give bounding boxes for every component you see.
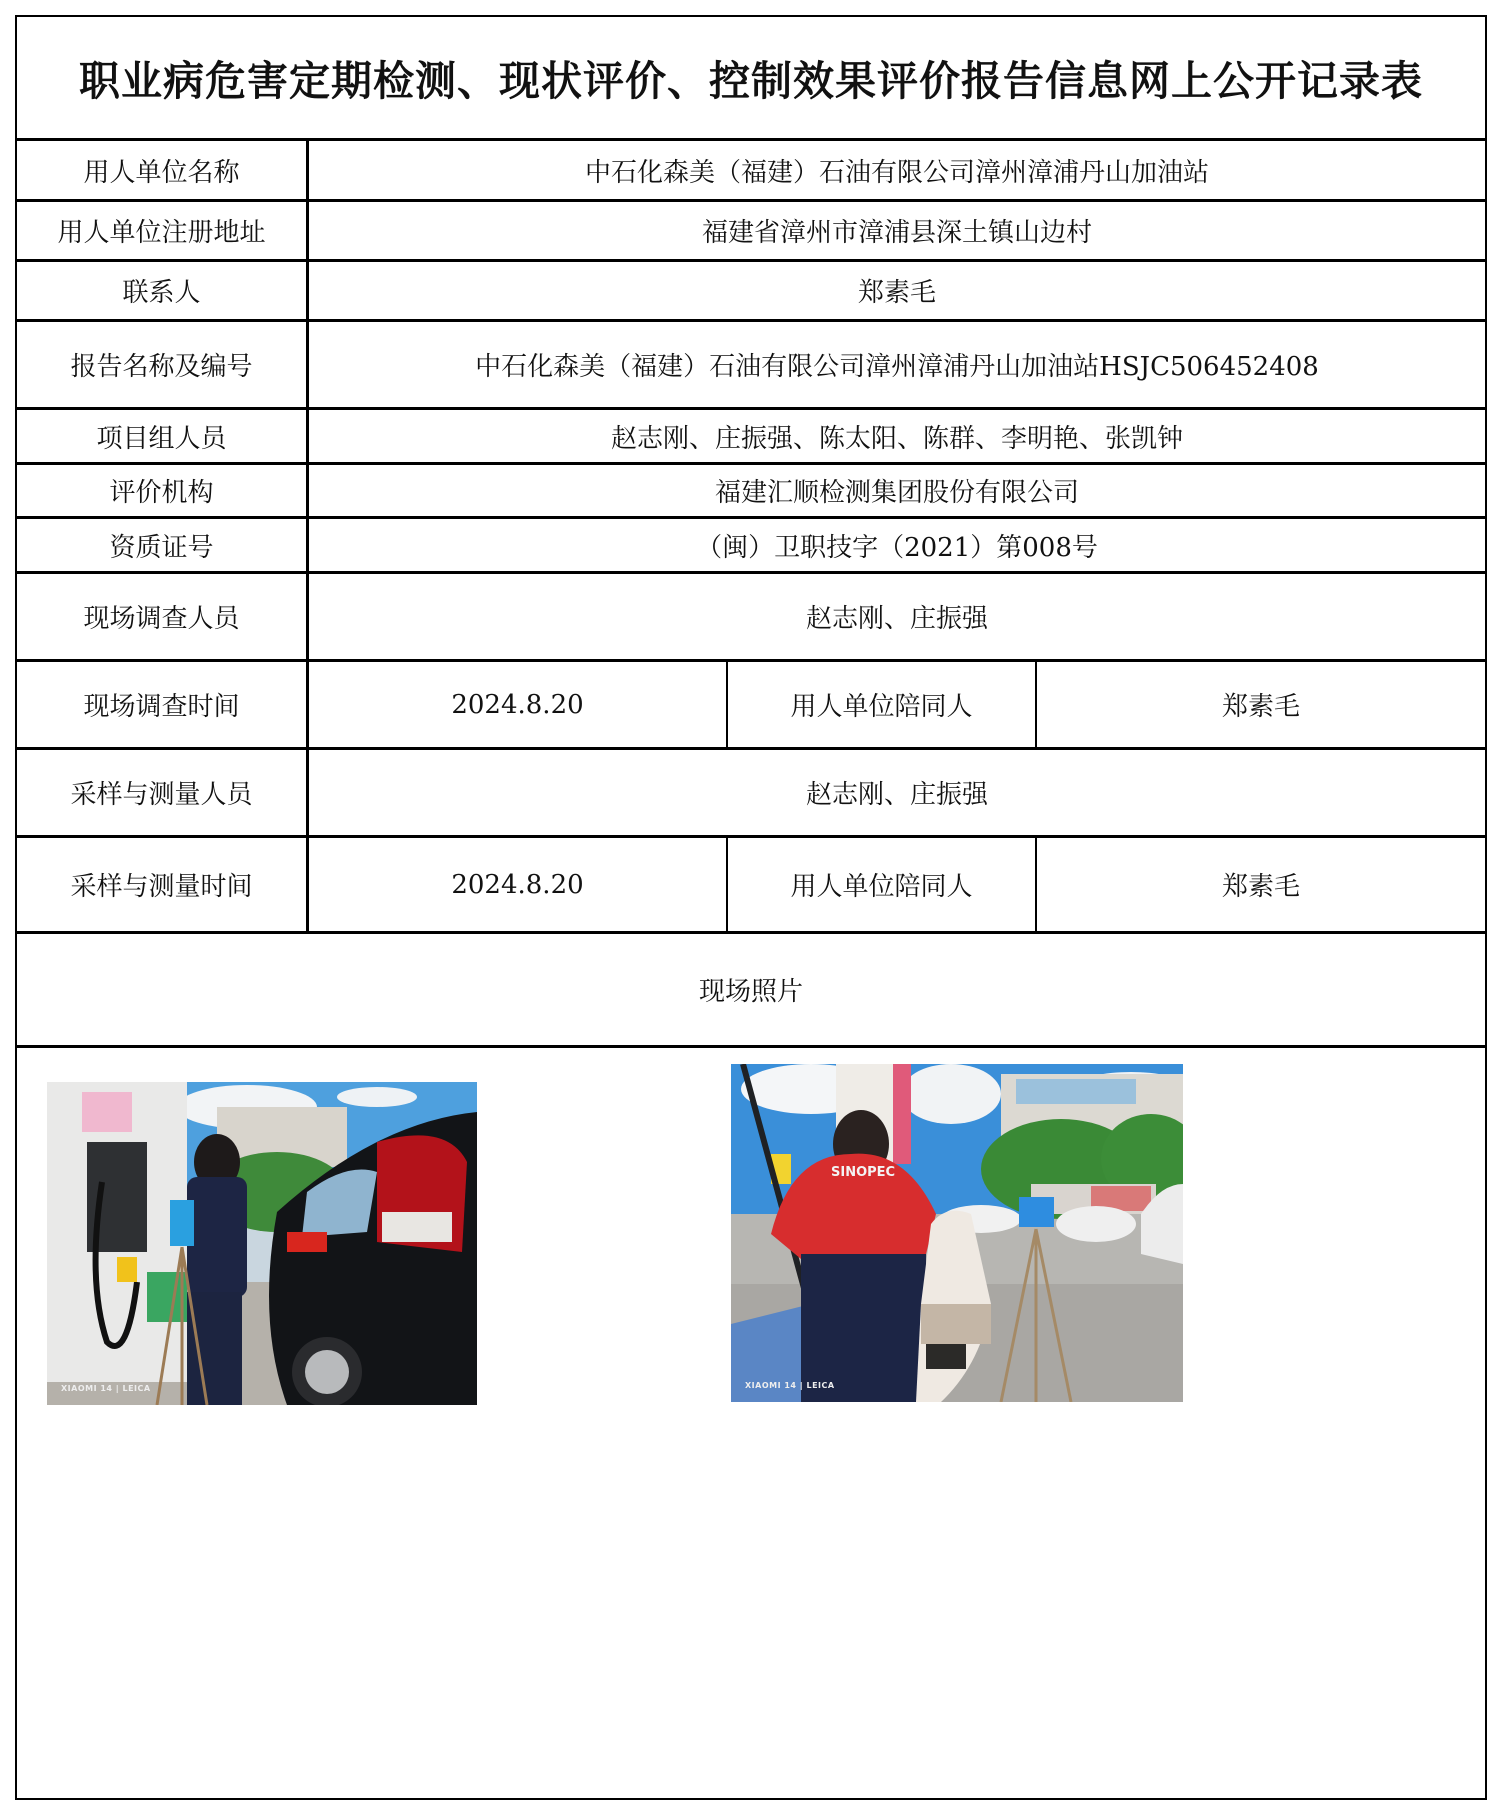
page-title: 职业病危害定期检测、现状评价、控制效果评价报告信息网上公开记录表: [17, 17, 1485, 141]
contact-label: 联系人: [17, 262, 309, 319]
evaluation-org-value: 福建汇顺检测集团股份有限公司: [714, 478, 1079, 508]
site-photo-refueling-scooter: [731, 1064, 1183, 1402]
photo-1-watermark: XIAOMI 14 | LEICA: [61, 1384, 151, 1393]
evaluation-org-label: 评价机构: [17, 465, 309, 516]
employer-address-label: 用人单位注册地址: [17, 202, 309, 259]
qualification-no-value: （闽）卫职技字（2021）第008号: [696, 532, 1098, 563]
photos-area: [17, 1048, 1485, 1800]
survey-time-value: 2024.8.20: [309, 662, 728, 747]
photo-1-image: [47, 1082, 477, 1405]
row-employer-name: [17, 141, 1485, 202]
sampling-staff-label: 采样与测量人员: [17, 750, 309, 835]
row-survey-staff: [17, 574, 1485, 662]
qualification-no-label: 资质证号: [17, 519, 309, 571]
photo-2-shirt-text: SINOPEC: [831, 1165, 896, 1180]
row-contact: [17, 262, 1485, 322]
row-photos-label: [17, 934, 1485, 1048]
photo-2-image: [731, 1064, 1183, 1402]
photos-section-label: 现场照片: [698, 977, 803, 1007]
survey-time-label: 现场调查时间: [17, 662, 309, 747]
survey-staff-value: 赵志刚、庄振强: [805, 604, 988, 634]
report-name-value: 中石化森美（福建）石油有限公司漳州漳浦丹山加油站HSJC506452408: [475, 352, 1319, 382]
row-report-name: [17, 322, 1485, 410]
employer-address-value: 福建省漳州市漳浦县深土镇山边村: [701, 218, 1092, 248]
record-table: [15, 15, 1487, 1800]
row-survey-time: [17, 662, 1485, 750]
sampling-time-label: 采样与测量时间: [17, 838, 309, 931]
employer-name-label: 用人单位名称: [17, 141, 309, 199]
employer-name-value: 中石化森美（福建）石油有限公司漳州漳浦丹山加油站: [584, 157, 1209, 188]
row-evaluation-org: [17, 465, 1485, 519]
row-qualification-no: [17, 519, 1485, 574]
survey-staff-label: 现场调查人员: [17, 574, 309, 659]
row-project-members: [17, 410, 1485, 465]
site-photo-refueling-car: [47, 1082, 477, 1405]
photo-2-watermark: XIAOMI 14 | LEICA: [745, 1381, 835, 1390]
project-members-value: 赵志刚、庄振强、陈太阳、陈群、李明艳、张凯钟: [610, 423, 1183, 454]
sampling-companion-value: 郑素毛: [1221, 872, 1300, 902]
sampling-companion-label: 用人单位陪同人: [728, 838, 1037, 931]
row-sampling-time: [17, 838, 1485, 934]
row-sampling-staff: [17, 750, 1485, 838]
sampling-staff-value: 赵志刚、庄振强: [805, 780, 988, 810]
sampling-time-value: 2024.8.20: [309, 838, 728, 931]
survey-companion-label: 用人单位陪同人: [728, 662, 1037, 747]
survey-companion-value: 郑素毛: [1221, 692, 1300, 722]
project-members-label: 项目组人员: [17, 410, 309, 462]
report-name-label: 报告名称及编号: [17, 322, 309, 407]
contact-value: 郑素毛: [857, 278, 936, 308]
row-employer-address: [17, 202, 1485, 262]
